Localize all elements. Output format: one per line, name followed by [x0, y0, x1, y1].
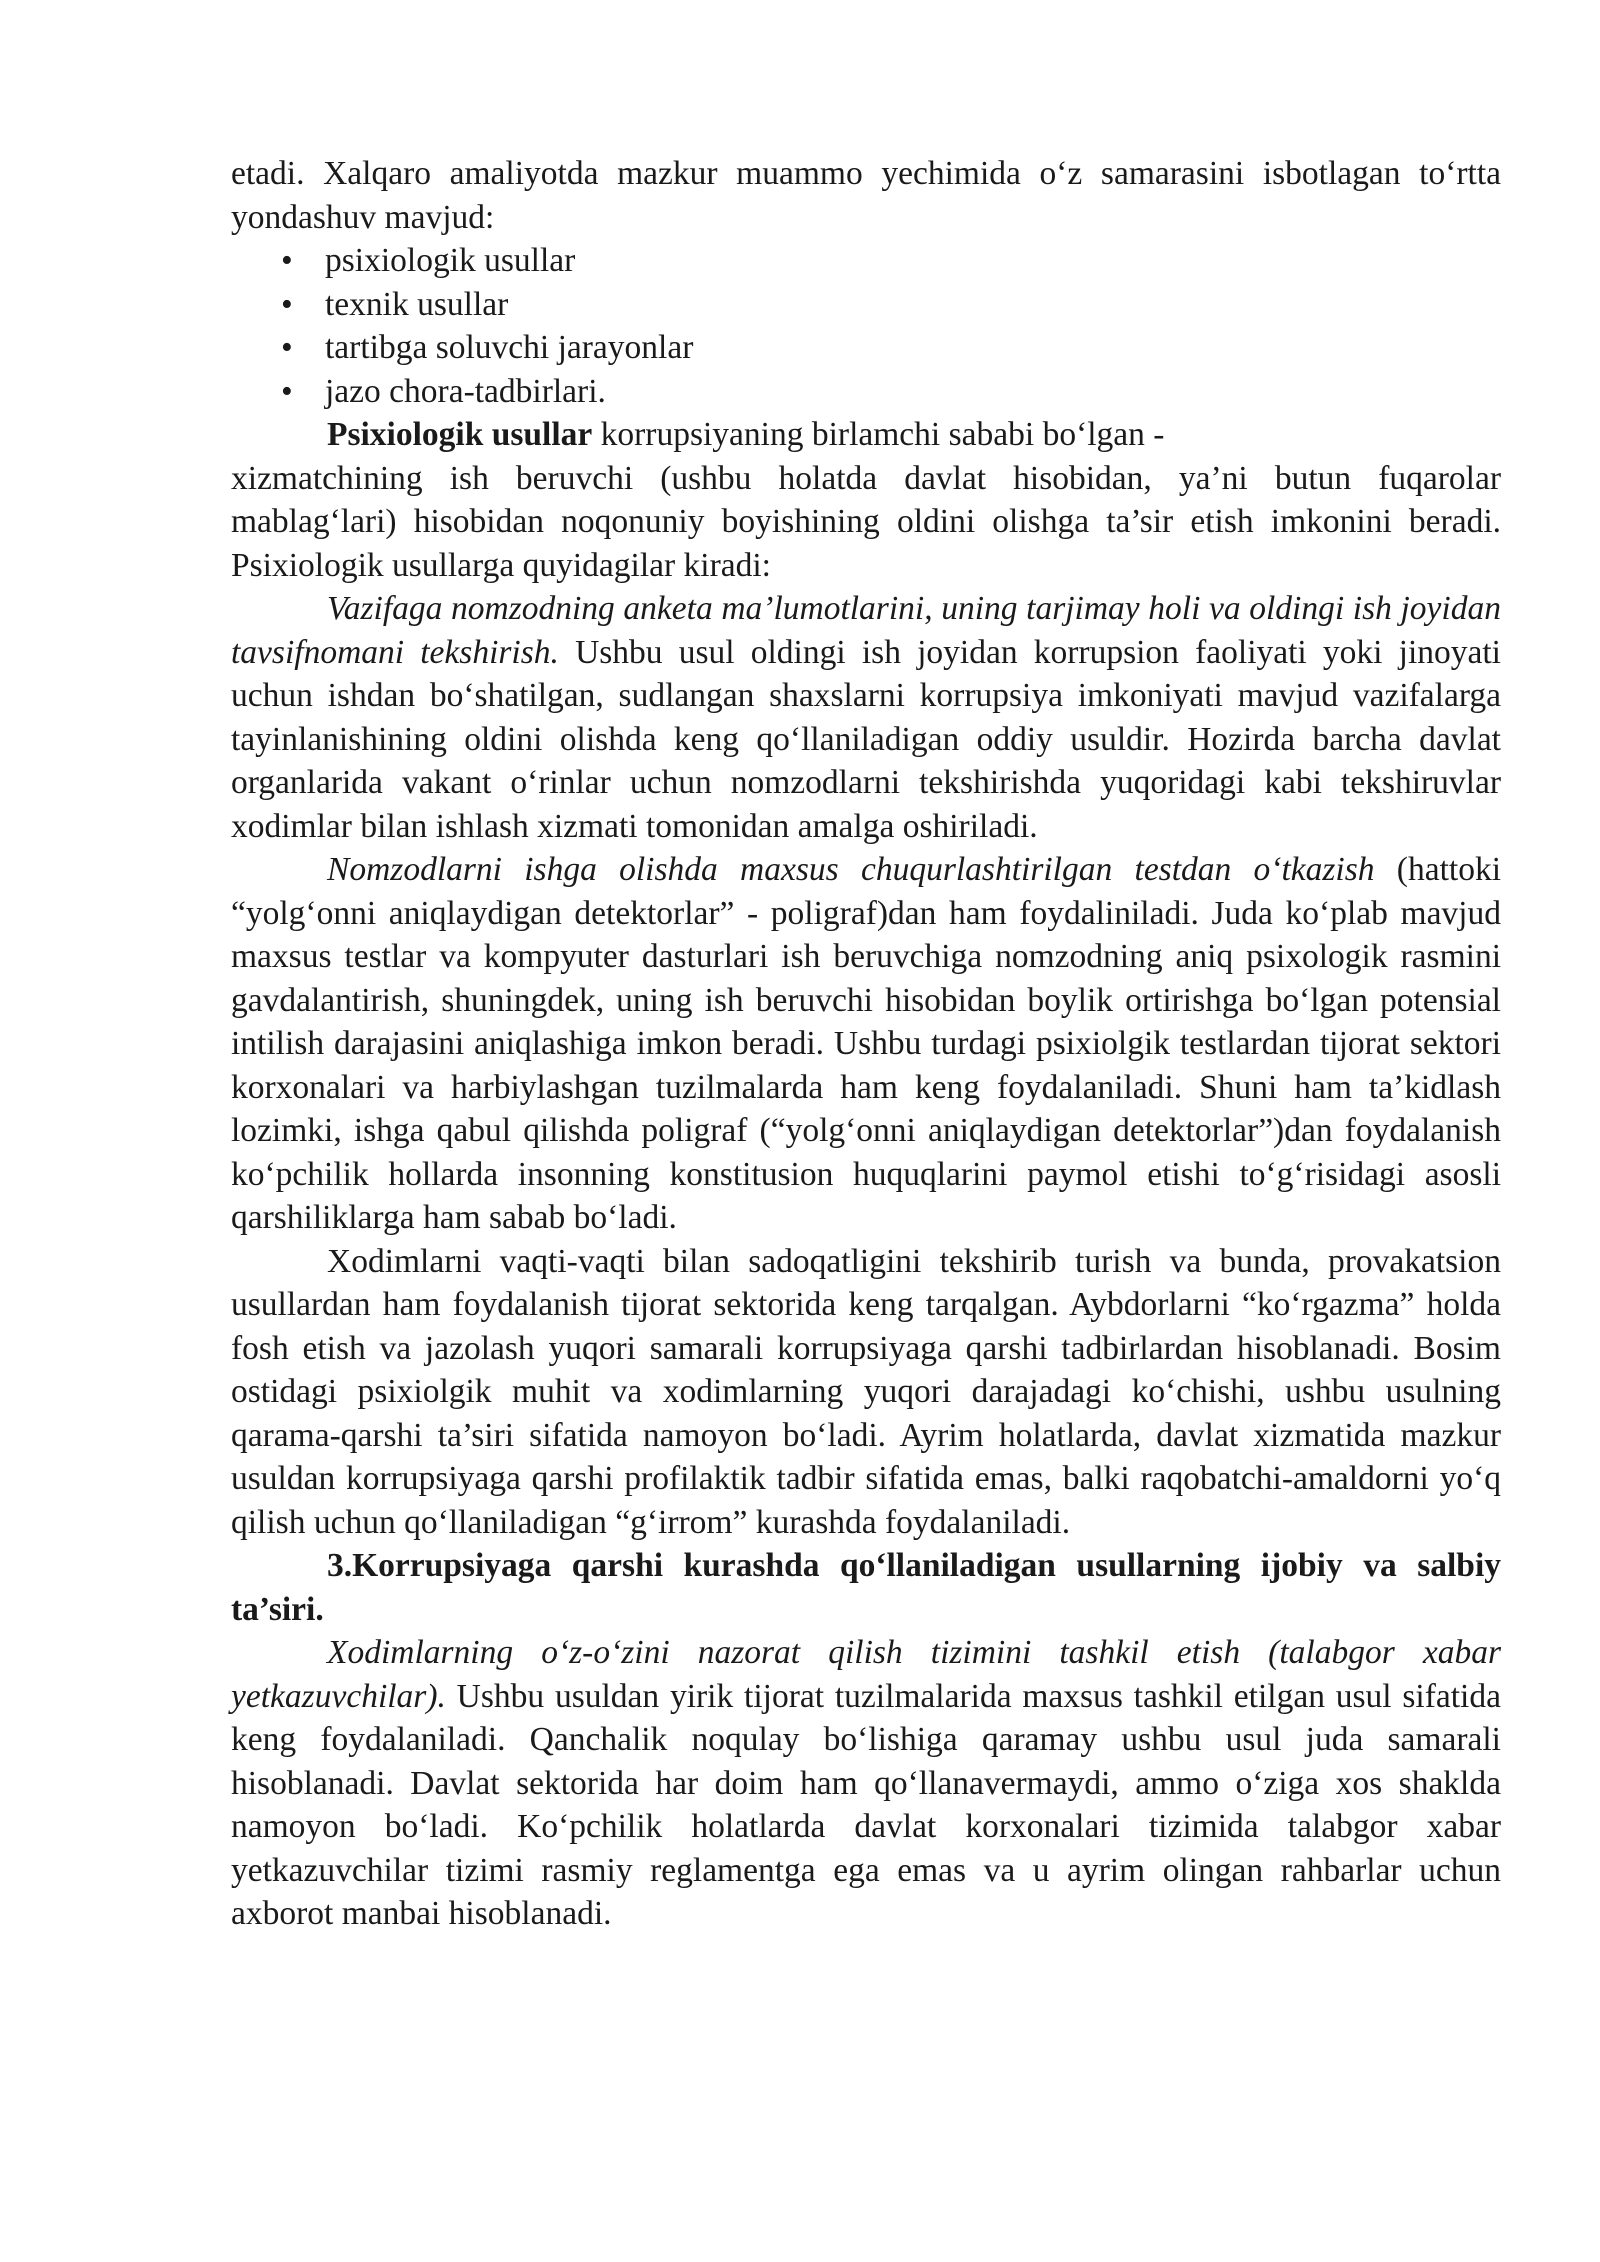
paragraph-self-control — [231, 1631, 1501, 1936]
paragraph-loyalty-check — [231, 1240, 1501, 1545]
list-item — [281, 370, 1501, 414]
list-item — [281, 283, 1501, 327]
list-item — [281, 326, 1501, 370]
bullet-icon: • — [281, 329, 293, 366]
list-item-label: jazo chora-tadbirlari. — [325, 372, 606, 410]
section-heading-text: 3.Korrupsiyaga qarshi kurashda qo‘llaniladigan usullarning ijobiy va salbiy ta’siri. — [231, 1547, 1501, 1628]
bullet-icon: • — [281, 285, 293, 323]
bullet-icon: • — [281, 372, 293, 410]
paragraph-testing — [231, 848, 1501, 1240]
method-title: Nomzodlarni ishga olishda maxsus chuqurlashtirilgan testdan o‘tkazish — [327, 851, 1375, 888]
paragraph-text: Xodimlarni vaqti-vaqti bilan sadoqatligini tekshirib turish va bunda, provakatsion usullardan ham foydalanish tijorat sektorida keng tarqalgan. Aybdorlarni “ko‘rgazma” holda fosh etish va jazolash yuqori samarali korrupsiyaga qarshi tadbirlardan hisoblanadi. Bosim ostidagi psixiolgik muhit va xodimlarning yuqori darajadagi ko‘chishi, ushbu usulning qarama-qarshi ta’siri sifatida namoyon bo‘ladi. Ayrim holatlarda, davlat xizmatida mazkur usuldan korrupsiyaga qarshi profilaktik tadbir sifatida emas, balki raqobatchi-amaldorni yo‘q qilish uchun qo‘llaniladigan “g‘irrom” kurashda foydalaniladi. — [231, 1242, 1501, 1541]
list-item — [281, 239, 1501, 283]
paragraph-text: Ushbu usuldan yirik tijorat tuzilmalarida maxsus tashkil etilgan usul sifatida keng foydalaniladi. Qanchalik noqulay bo‘lishiga qaramay ushbu usul juda samarali hisoblanadi. Davlat sektorida har doim ham qo‘llanavermaydi, ammo o‘ziga xos shaklda namoyon bo‘ladi. Ko‘pchilik holatlarda davlat korxonalari tizimida talabgor xabar yetkazuvchilar tizimi rasmiy reglamentga ega emas va u ayrim olingan rahbarlar uchun axborot manbai hisoblanadi. — [231, 1677, 1501, 1932]
list-item-label: tartibga soluvchi jarayonlar — [325, 329, 694, 366]
paragraph-background-check — [231, 587, 1501, 848]
intro-text: etadi. Xalqaro amaliyotda mazkur muammo yechimida o‘z samarasini isbotlagan to‘rtta yondashuv mavjud: — [231, 155, 1501, 236]
paragraph-text: korrupsiyaning birlamchi sababi bo‘lgan - — [592, 416, 1165, 453]
term-psychological-methods: Psixiologik usullar — [327, 416, 593, 453]
paragraph-intro — [231, 152, 1501, 239]
list-item-label: texnik usullar — [325, 285, 509, 323]
bullet-icon: • — [281, 242, 293, 279]
method-title: Vazifaga nomzodning anketa ma’lumotlarini, uning tarjimay holi va oldingi ish joyidan tavsifnomani tekshirish. — [231, 590, 1501, 671]
paragraph-text: (hattoki “yolg‘onni aniqlaydigan detektorlar” - poligraf)dan ham foydaliniladi. Juda ko‘plab mavjud maxsus testlar va kompyuter dasturlari ish beruvchiga nomzodning aniq psixologik rasmini gavdalantirish, shuningdek, uning ish beruvchi hisobidan boylik ortirishga bo‘lgan potensial intilish darajasini aniqlashiga imkon beradi. Ushbu turdagi psixiolgik testlardan tijorat sektori korxonalari va harbiylashgan tuzilmalarda ham keng foydalaniladi. Shuni ham ta’kidlash lozimki, ishga qabul qilishda poligraf (“yolg‘onni aniqlaydigan detektorlar”)dan foydalanish ko‘pchilik hollarda insonning konstitusion huquqlarini paymol etishi to‘g‘risidagi asosli qarshiliklarga ham sabab bo‘ladi. — [231, 851, 1502, 1236]
paragraph-text: Ushbu usul oldingi ish joyidan korrupsion faoliyati yoki jinoyati uchun ishdan bo‘shatilgan, sudlangan shaxslarni korrupsiya imkoniyati mavjud vazifalarga tayinlanishining oldini olishda keng qo‘llaniladigan oddiy usuldir. Hozirda barcha davlat organlarida vakant o‘rinlar uchun nomzodlarni tekshirishda yuqoridagi kabi tekshiruvlar xodimlar bilan ishlash xizmati tomonidan amalga oshiriladi. — [231, 633, 1501, 845]
section-heading — [231, 1544, 1501, 1631]
paragraph-psychological-methods — [231, 413, 1501, 587]
list-item-label: psixiologik usullar — [325, 242, 576, 279]
approaches-list — [231, 239, 1501, 413]
method-title: Xodimlarning o‘z-o‘zini nazorat qilish tizimini tashkil etish (talabgor xabar yetkazuvchilar). — [231, 1634, 1501, 1715]
document-page — [231, 152, 1501, 1936]
paragraph-text: xizmatchining ish beruvchi (ushbu holatda davlat hisobidan, ya’ni butun fuqarolar mablag‘lari) hisobidan noqonuniy boyishining oldini olishga ta’sir etish imkonini beradi. Psixiologik usullarga quyidagilar kiradi: — [231, 459, 1501, 584]
